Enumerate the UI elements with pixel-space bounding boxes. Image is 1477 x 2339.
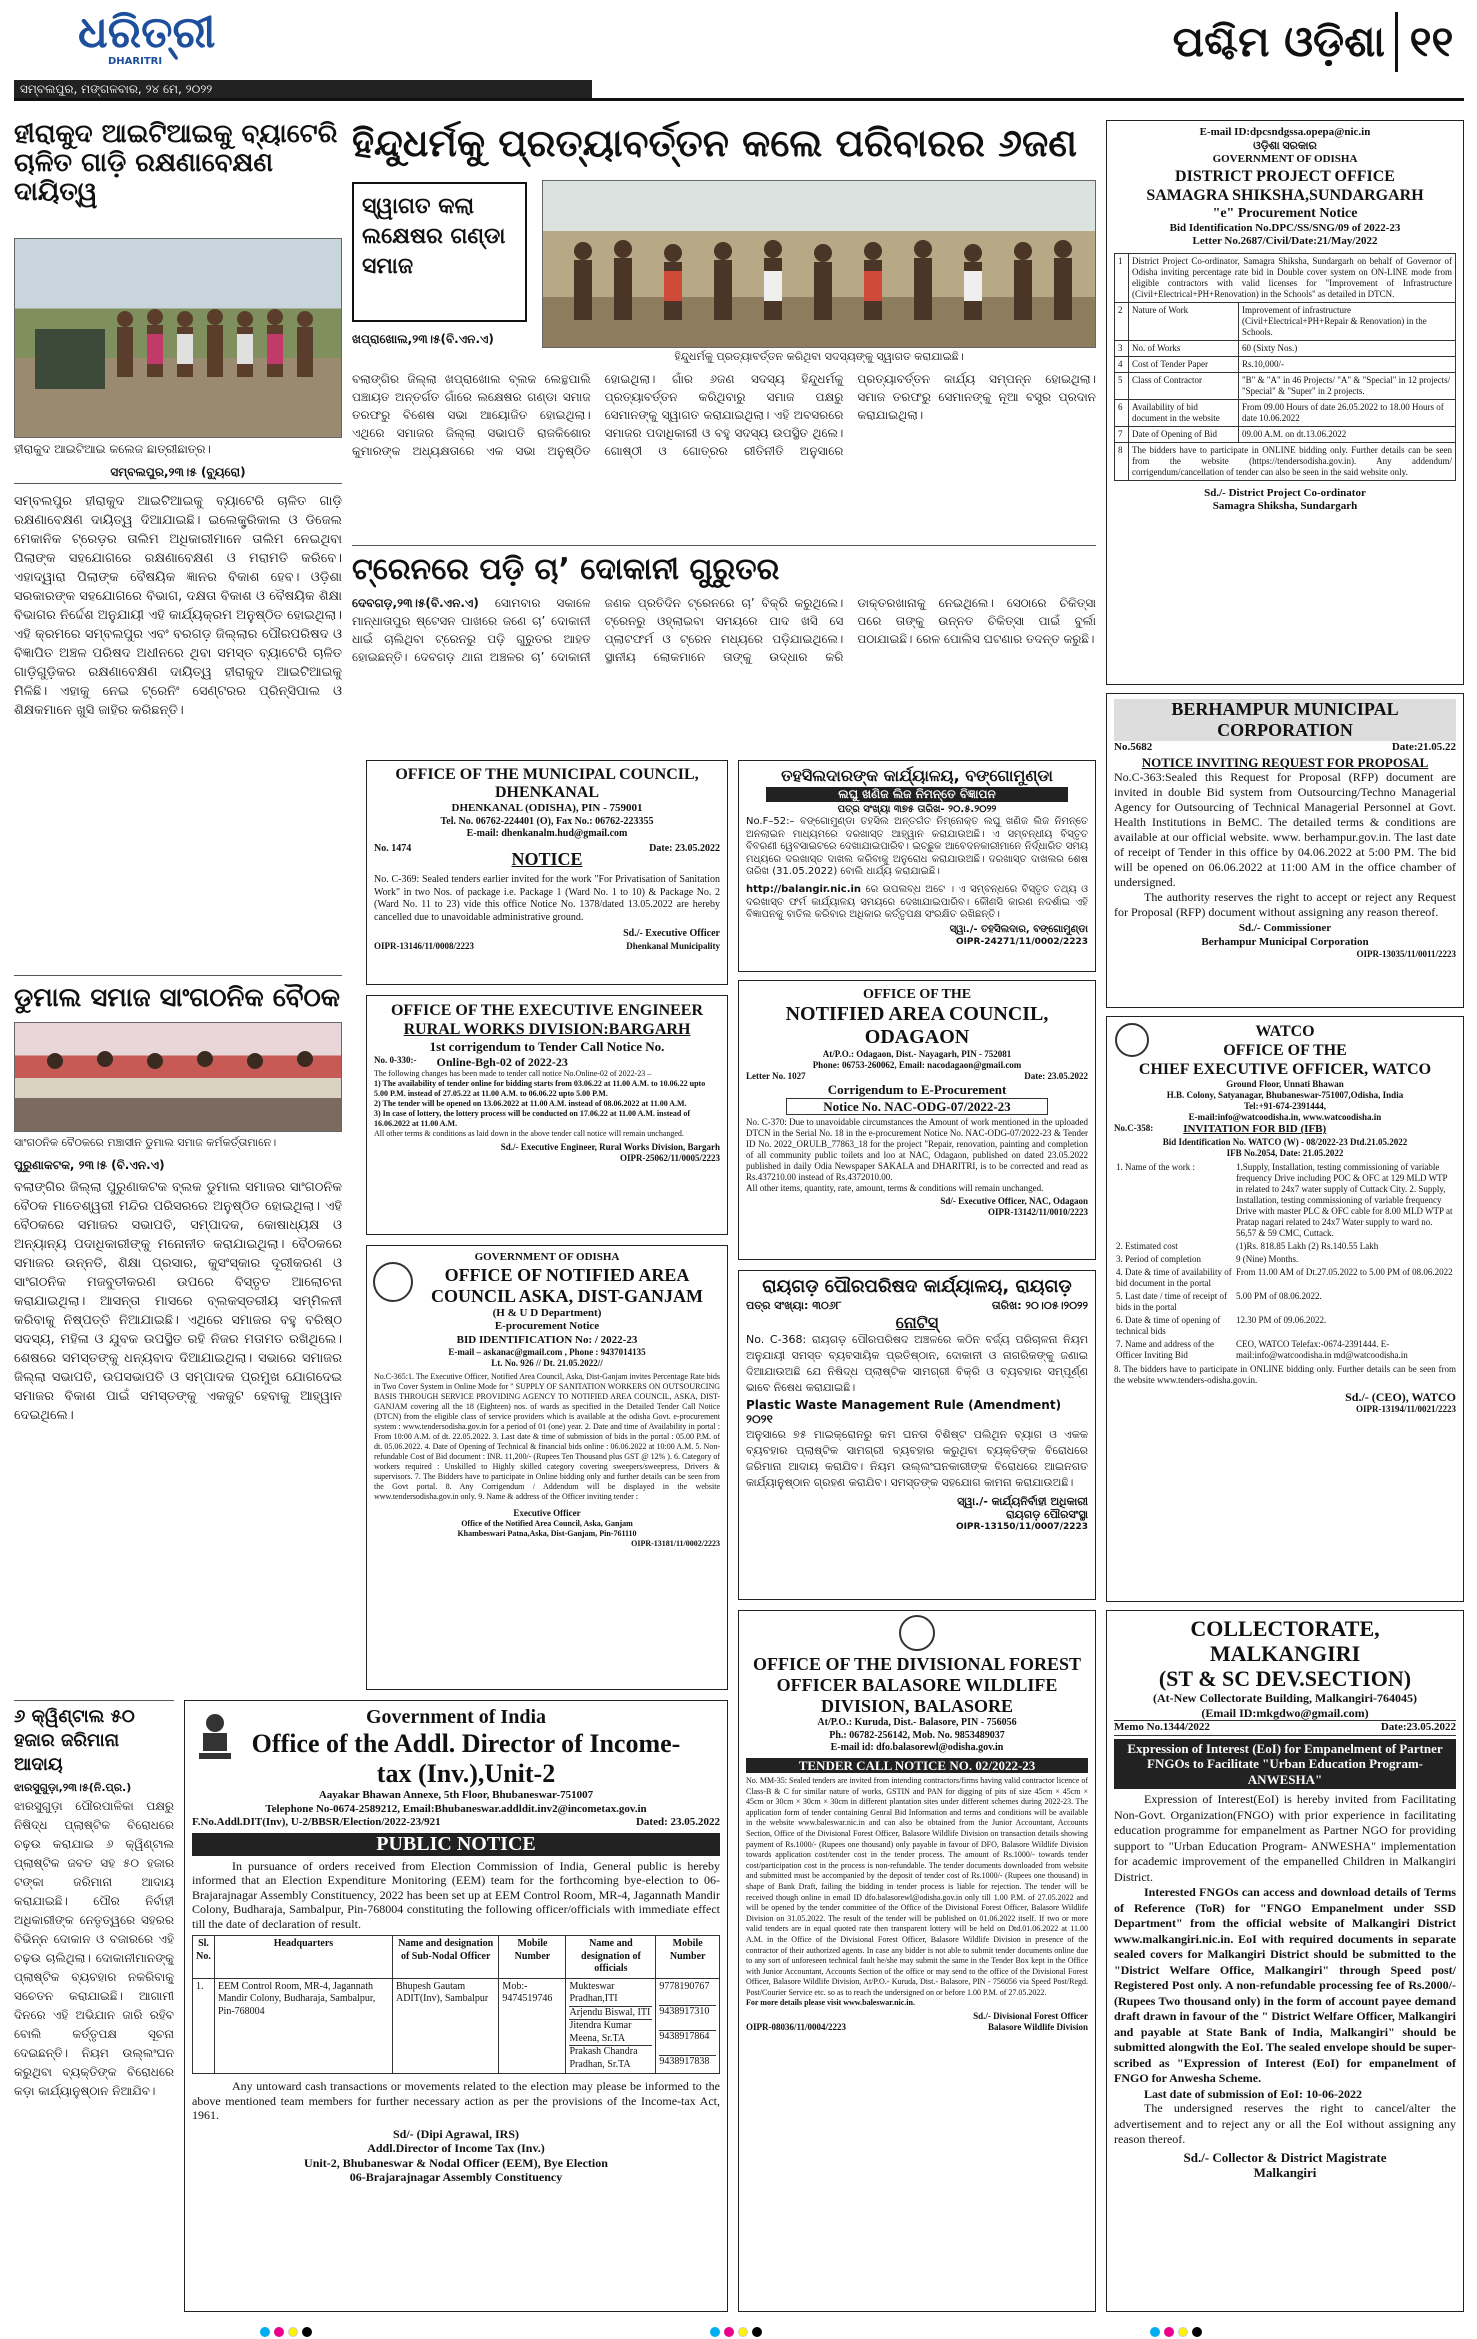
ad-addr2: H.B. Colony, Satyanagar, Bhubaneswar-751007,Odisha, India xyxy=(1166,1090,1404,1100)
headline: ହୀରାକୁଦ ଆଇଟିଆଇକୁ ବ୍ୟାଟେରି ଚାଳିତ ଗାଡ଼ି ରକ୍ଷଣାବେକ୍ଷଣ ଦାୟିତ୍ୱ xyxy=(14,120,338,207)
ad-no: No. 1474 xyxy=(374,842,412,854)
ad-sign2: Balasore Wildlife Division xyxy=(987,2022,1088,2033)
cell-val: From 09.00 Hours of date 26.05.2022 to 18.00 Hours of date 10.06.2022 xyxy=(1239,399,1456,426)
ad-email: E-mail ID:dpcsndgssa.opepa@nic.in xyxy=(1199,126,1371,138)
ad-head: Expression of Interest (EoI) for Empanelment of Partner FNGOs to Facilitate "Urban Education Program- ANWESHA" xyxy=(1114,1739,1456,1790)
ad-body: In pursuance of orders received from Election Commission of India, General public is hereby informed that an Election Expenditure Monitoring (EEM) team for the forthcoming bye-election to 06-Brajarajnagar Assembly Constituency, 2022 has been set up at EEM Control Room, MR-4, Jagannath Mandir Colony, Budharaja, Sambalpur, Pin-768004 constituting the following officer/officials with immediate effect till the date of declaration of result. xyxy=(192,1858,720,1931)
table-row xyxy=(1115,356,1456,372)
cell-key: 2. Estimated cost xyxy=(1116,1240,1178,1251)
cell-mobs xyxy=(656,1978,720,2074)
ad-notice: Notice No. NAC-ODG-07/2022-23 xyxy=(786,1098,1048,1116)
cell-officials xyxy=(566,1978,656,2074)
cell-key: 3. Period of completion xyxy=(1116,1253,1201,1264)
ad-sundargarh xyxy=(1106,120,1464,685)
cell-val: "B" & "A" in 46 Projects/ "A" & "Special" in 12 projects/ "Special" & "Super" in 2 projects. xyxy=(1239,372,1456,399)
col-sl: Sl. No. xyxy=(193,1936,215,1979)
dateline-bar xyxy=(14,80,592,98)
ad-footer-text: All other terms & conditions as laid down in the above tender call notice will remain unchanged. xyxy=(374,1129,684,1138)
table-row xyxy=(1114,1161,1456,1240)
cell-val: 1.Supply, Installation, testing commissioning of variable frequency Drive including POC & OFC at 129 MLD WTP in related to 24x7 water supply of Cuttack City. 2. Supply, Installation, testing commissioning of variable frequency Drive with master PLC & OFC cable for 8.00 MLD WTP at Pratap nagari related to 24x7 Water supply to ward no. 56,57 & 59 CMC, Cuttack. xyxy=(1236,1161,1453,1238)
ad-date: Date: 23.05.2022 xyxy=(1024,1071,1088,1081)
ad-date: Date:23.05.2022 xyxy=(1380,1721,1456,1733)
ad-no: No. 0-330:- xyxy=(374,1054,417,1065)
cell-key: 7. Name and address of the Officer Inviting Bid xyxy=(1116,1338,1214,1360)
official-2: Arjendu Biswal, ITI xyxy=(569,2007,652,2021)
table-header xyxy=(193,1936,720,1979)
cell-no: 2 xyxy=(1115,302,1129,340)
ad-item-3: 3) In case of lottery, the lottery process will be conducted on 17.06.22 at 11.00 A.M. instead of 16.06.2022 at 11.00 A.M. xyxy=(374,1109,691,1128)
ad-sign2: Addl.Director of Income Tax (Inv.) xyxy=(367,2141,545,2155)
ad-foot: Any untoward cash transactions or movements related to the election may please be informed to the above mentioned team members for further necessary action as per the provisions of the Income-tax Act, 1961. xyxy=(192,2079,720,2122)
ad-addr: Ground Floor, Unnati Bhawan xyxy=(1226,1079,1344,1089)
rule xyxy=(14,98,1464,101)
ad-sign2: Samagra Shiksha, Sundargarh xyxy=(1212,500,1358,512)
ad-t1: OFFICE OF THE xyxy=(862,987,972,1002)
table-row xyxy=(1115,340,1456,356)
ad-t2: OFFICE OF THE xyxy=(1223,1042,1347,1059)
reg-center xyxy=(710,2322,766,2339)
ad-addr: At/P.O.: Kuruda, Dist.- Balasore, PIN - 756056 xyxy=(817,1717,1017,1728)
people-illustration xyxy=(15,239,342,438)
col-mob2: Mobile Number xyxy=(656,1936,720,1979)
official-4: Prakash Chandra Pradhan, Sr.TA xyxy=(569,2046,638,2070)
swatch-magenta xyxy=(274,2327,284,2337)
ad-body: No.C-363:Sealed this Request for Proposal (RFP) document are invited in double Bid system from Outsourcing/Techno Managerial Agency for Outsourcing of Technical Managerial Personnel at Govt. Health Institutions in BeMC. The detailed terms & conditions are available at our official website. www. berhampur.gov.in. The last date of receipt of Tender in this office by 04.06.2022 at 5:00 PM. The bid will be opened on 06.06.2022 at 11:00 AM in the office chamber of undersigned. xyxy=(1114,770,1456,889)
swatch-magenta xyxy=(1164,2327,1174,2337)
ad-no: No.5682 xyxy=(1114,741,1153,753)
ad-head: Corrigendum to E-Procurement xyxy=(827,1082,1007,1097)
cell-no: 5 xyxy=(1115,372,1129,399)
ad-sign: Sd./- Executive Engineer, Rural Works Division, Bargarh xyxy=(500,1142,720,1152)
ad-addr: Aayakar Bhawan Annexe, 5th Floor, Bhubaneswar-751007 xyxy=(318,1789,594,1801)
ad-type: E-procurement Notice xyxy=(494,1320,600,1332)
ad-footer xyxy=(374,941,720,952)
ad-body: No. C-369: Sealed tenders earlier invited for the work "For Privatisation of Sanitation Work" in two Nos. of package i.e. Package 1 (Ward No. 1 to 10) & Package No. 2 (Ward No. 11 to 23) vide this office Notice No. 1378/dated 13.05.2022 are hereby cancelled due to unavoidable administrative ground. xyxy=(374,874,720,923)
ad-email: (Email ID:mkgdwo@gmail.com) xyxy=(1201,1705,1369,1720)
cell-key: 5. Last date / time of receipt of bids in the portal xyxy=(1116,1290,1227,1312)
table-row xyxy=(1114,1314,1456,1338)
ad-aska xyxy=(366,1245,728,1690)
cell-val: 09.00 A.M. on dt.13.06.2022 xyxy=(1239,426,1456,442)
story-dateline: ଖପ୍ରାଖୋଲ,୨୩।୫(ବି.ଏନ.ଏ) xyxy=(352,332,494,346)
watco-emblem-icon xyxy=(1115,1023,1149,1057)
ad-scheme: SAMAGRA SHIKSHA,SUNDARGARH xyxy=(1146,186,1424,204)
swatch-yellow xyxy=(288,2327,298,2337)
story-iti xyxy=(14,120,342,980)
cell-hq: EEM Control Room, MR-4, Jagannath Mandir Colony, Budharaja, Sambalpur, Pin-768004 xyxy=(215,1978,393,2074)
story-body: ବଲାଙ୍ଗିର ଜିଲ୍ଲା ପୁରୁଣାକଟକ ବ୍ଲକ ଡୁମାଲ ସମାଜର ସାଂଗଠନିକ ବୈଠକ ମାତେଶ୍ୱରୀ ମନ୍ଦିର ପରିସରରେ ଅନୁଷ୍ଠିତ ହୋଇଥିଲା। ଏହି ବୈଠକରେ ସମାଜର ସଭାପତି, ସମ୍ପାଦକ, କୋଷାଧ୍ୟକ୍ଷ ଓ ଅନ୍ୟାନ୍ୟ ପଦାଧିକାରୀଙ୍କୁ ମନୋନୀତ କରାଯାଇଥିଲା। ବୈଠକରେ ସମାଜର ଉନ୍ନତି, ଶିକ୍ଷା ପ୍ରସାର, କୁସଂସ୍କାର ଦୂରୀକରଣ ଓ ସାଂଗଠନିକ ମଜବୁତୀକରଣ ଉପରେ ବିସ୍ତୃତ ଆଲୋଚନା କରାଯାଇଥିଲା। ଆସନ୍ତା ମାସରେ ବ୍ଲକସ୍ତରୀୟ ସମ୍ମିଳନୀ କରିବାକୁ ନିଷ୍ପତ୍ତି ନିଆଯାଇଛି। ଏଥିରେ ସମାଜର ବହୁ ବରିଷ୍ଠ ସଦସ୍ୟ, ମହିଳା ଓ ଯୁବକ ଉପସ୍ଥିତ ରହି ନିଜର ମତାମତ ରଖିଥିଲେ। ଶେଷରେ ସମସ୍ତଙ୍କୁ ଧନ୍ୟବାଦ ଦିଆଯାଇଥିଲା। ସଭାରେ ସମାଜର ଜିଲ୍ଲା ସଭାପତି, ଉପସଭାପତି ଓ ସମ୍ପାଦକ ପ୍ରମୁଖ ଯୋଗଦେଇ ସମାଜର ବିକାଶ ପାଇଁ ସମସ୍ତଙ୍କୁ ଏକଜୁଟ ହେବାକୁ ଆହ୍ୱାନ ଦେଇଥିଲେ। xyxy=(14,1180,342,1423)
cell-no: 8 xyxy=(1115,442,1129,480)
ad-title: ରାୟଗଡ଼ ପୌରପରିଷଦ କାର୍ଯ୍ୟାଳୟ, ରାୟଗଡ଼ xyxy=(762,1276,1072,1297)
story-body: ବଲାଙ୍ଗିର ଜିଲ୍ଲା ଖପ୍ରାଖୋଲ ବ୍ଲକ ଲେନ୍ଥପାଲି ପଞ୍ଚାୟତ ଅନ୍ତର୍ଗତ ଗାଁରେ ଲକ୍ଷେଷର ଗଣ୍ଡା ସମାଜ ତରଫରୁ ବିଶେଷ ସଭା ଆୟୋଜିତ ହୋଇଥିଲା। ଏଥିରେ ସମାଜର ଜିଲ୍ଲା ସଭାପତି ରାଜକିଶୋର କୁମାରଙ୍କ ଅଧ୍ୟକ୍ଷତାରେ ଏକ ସଭା ଅନୁଷ୍ଠିତ ହୋଇଥିଲା। ଗାଁର ୬ଜଣ ସଦସ୍ୟ ହିନ୍ଦୁଧର୍ମକୁ ପ୍ରତ୍ୟାବର୍ତ୍ତନ କରିଥିବାରୁ ସମାଜ ପକ୍ଷରୁ ସେମାନଙ୍କୁ ସ୍ୱାଗତ କରାଯାଇଥିଲା। ଏହି ଅବସରରେ ସମାଜର ପଦାଧିକାରୀ ଓ ବହୁ ସଦସ୍ୟ ଉପସ୍ଥିତ ଥିଲେ। ଗୋଷ୍ଠୀ ଓ ଗୋତ୍ରର ରୀତିନୀତି ଅନୁସାରେ ପ୍ରତ୍ୟାବର୍ତ୍ତନ କାର୍ଯ୍ୟ ସମ୍ପନ୍ନ ହୋଇଥିଲା। ସମାଜ ତରଫରୁ ସେମାନଙ୍କୁ ନୂଆ ବସ୍ତ୍ର ପ୍ରଦାନ କରାଯାଇଥିଲା। xyxy=(352,372,1096,458)
ad-sign: ସ୍ୱା./- ତହସିଲଦାର, ବଙ୍ଗୋମୁଣ୍ଡା xyxy=(949,924,1088,935)
table-row xyxy=(1115,399,1456,426)
ad-ref: OIPR-08036/11/0004/2223 xyxy=(746,2022,847,2033)
cell-text: The bidders have to participate in ONLINE bidding only. Further details can be seen from the website (https://tendersodisha.gov.in). Any addendum/ corrigendum/cancellation of tender can also be seen in the said website only. xyxy=(1129,442,1456,480)
ad-ref: OIPR-25062/11/0005/2223 xyxy=(619,1153,720,1163)
ad-notice: ନୋଟିସ୍ xyxy=(895,1312,939,1332)
ad-head-row xyxy=(1114,1123,1456,1137)
ad-odagaon xyxy=(738,980,1096,1260)
ad-sign4: 06-Brajarajnagar Assembly Constituency xyxy=(349,2170,563,2184)
photo-caption: ସାଂଗଠନିକ ବୈଠକରେ ମଞ୍ଚାସୀନ ଡୁମାଲ ସମାଜ କର୍ମକର୍ତ୍ତାମାନେ। xyxy=(14,1136,277,1149)
story-dateline: ଝାରସୁଗୁଡ଼ା,୨୩।୫(ନି.ପ୍ର.) xyxy=(14,1781,132,1794)
col-hq: Headquarters xyxy=(215,1936,393,1979)
mobile-3: 9438917864 xyxy=(659,2031,716,2056)
ad-ref: OIPR-24271/11/0002/2223 xyxy=(955,936,1088,947)
ad-sign: Sd/- (Dipi Agrawal, IRS) xyxy=(392,2126,520,2141)
ad-sub: 1st corrigendum to Tender Call Notice No. xyxy=(429,1039,665,1054)
ad-title: ତହସିଲଦାରଙ୍କ କାର୍ଯ୍ୟାଳୟ, ବଙ୍ଗୋମୁଣ୍ଡା xyxy=(781,766,1053,785)
kicker: ସ୍ୱାଗତ କଲା ଲକ୍ଷେଷର ଗଣ୍ଡା ସମାଜ xyxy=(362,194,506,279)
ad-incometax xyxy=(184,1700,728,2312)
ad-sign3: Khambeswari Patna,Aska, Dist-Ganjam, Pin-761110 xyxy=(457,1529,637,1538)
ad-bargarh xyxy=(366,995,728,1235)
watco-table xyxy=(1114,1161,1456,1362)
ashoka-emblem-icon xyxy=(195,1711,235,1766)
ad-date: Date: 23.05.2022 xyxy=(649,842,720,854)
kicker-box xyxy=(352,182,527,322)
ad-ref: OIPR-13035/11/0011/2223 xyxy=(1356,949,1456,959)
table-row xyxy=(1114,1266,1456,1290)
ad-item-1: 1) The availability of tender online for bidding starts from 03.06.22 at 11.00 A.M. to 10.06.22 upto 5.00 P.M. instead of 27.05.22 at 11.00 A.M. to 06.06.22 upto 5.00 P.M. xyxy=(374,1079,706,1098)
ad-sign2: Berhampur Municipal Corporation xyxy=(1201,935,1369,948)
story-body: ସମ୍ବଲପୁର ହୀରାକୁଦ ଆଇଟିଆଇକୁ ବ୍ୟାଟେରି ଚାଳିତ ଗାଡ଼ି ରକ୍ଷଣାବେକ୍ଷଣ ଦାୟିତ୍ୱ ଦିଆଯାଇଛି। ଇଲେକ୍ଟ୍ରିକାଲ ଓ ଡିଜେଲ ମେକାନିକ ଟ୍ରେଡ଼ର ତାଲିମ ଅଧିକାରୀମାନେ ତାଲିମ ନେଇଥିବା ପିଲାଙ୍କ ସହଯୋଗରେ ରକ୍ଷଣାବେକ୍ଷଣ ଓ ମରାମତି କରିବେ। ଏହାଦ୍ୱାରା ପିଲାଙ୍କ ବୈଷୟିକ ଜ୍ଞାନର ବିକାଶ ହେବ। ଓଡ଼ିଶା ସରକାରଙ୍କ ସହଯୋଗରେ ବିଭାଗ, ଦକ୍ଷତା ବିକାଶ ଓ ବୈଷୟିକ ଶିକ୍ଷା ବିଭାଗର ନିର୍ଦ୍ଦେଶ ଅନୁଯାୟୀ ଏହି କାର୍ଯ୍ୟକ୍ରମ ଅନୁଷ୍ଠିତ ହୋଇଥିଲା। ଏହି କ୍ରମରେ ସମ୍ବଲପୁର ଏବଂ ବରଗଡ଼ ଜିଲ୍ଲାର ପୌରପରିଷଦ ଓ ବିଜ୍ଞାପିତ ଅଞ୍ଚଳ ପରିଷଦ ଅଧୀନରେ ଥିବା ସମସ୍ତ ବ୍ୟାଟେରି ଚାଳିତ ଗାଡ଼ିଗୁଡ଼ିକର ରକ୍ଷଣାବେକ୍ଷଣ ଦାୟିତ୍ୱ ହୀରାକୁଦ ଆଇଟିଆଇକୁ ମିଳିଛି। ଏହାକୁ ନେଇ ଟ୍ରେନିଂ ସେଣ୍ଟରର ପ୍ରିନ୍ସିପାଲ ଓ ଶିକ୍ଷକମାନେ ଖୁସି ଜାହିର କରିଛନ୍ତି। xyxy=(14,494,342,718)
ad-email: E-mail:info@watcoodisha.in, www.watcoodisha.in xyxy=(1188,1112,1382,1122)
ad-bid: Bid Identification No. WATCO (W) - 08/2022-23 Dtd.21.05.2022 xyxy=(1162,1136,1408,1147)
swatch-black xyxy=(302,2327,312,2337)
ad-foot: 8. The bidders have to participate in ONLINE bidding only. Further details can be seen from the website www.tenders-odisha.gov.in. xyxy=(1114,1363,1456,1385)
table-row xyxy=(1115,253,1456,302)
col-mob: Mobile Number xyxy=(499,1936,566,1979)
ad-t1: WATCO xyxy=(1255,1023,1315,1040)
story-conversion xyxy=(352,120,1096,540)
ad-head: PUBLIC NOTICE xyxy=(192,1833,720,1856)
table-row xyxy=(1115,442,1456,480)
ad-patra-row xyxy=(746,1299,1088,1313)
ad-sign2: ରାୟଗଡ଼ ପୌରସଂସ୍ଥା xyxy=(1005,1508,1088,1521)
swatch-cyan xyxy=(710,2327,720,2337)
cell-val: 5.00 PM of 08.06.2022. xyxy=(1236,1290,1322,1301)
ad-head: TENDER CALL NOTICE NO. 02/2022-23 xyxy=(746,1758,1088,1774)
cell-val: 60 (Sixty Nos.) xyxy=(1239,340,1456,356)
ad-sub: ଲଘୁ ଖଣିଜ ଲିଜ ନିମନ୍ତେ ବିଜ୍ଞାପନ xyxy=(766,787,1068,802)
story-dateline: ଦେବଗଡ଼,୨୩।୫(ବି.ଏନ.ଏ) xyxy=(352,596,479,610)
ad-body3: The undersigned reserves the right to cancel/alter the advertisement and to reject any or all the EoI without assigning any reason thereof. xyxy=(1114,2101,1456,2146)
ad-sign: Sd./- Collector & District Magistrate xyxy=(1183,2149,1387,2165)
ad-date: ତାରିଖ: ୨୦।୦୫।୨୦୨୨ xyxy=(991,1299,1088,1312)
photo-conversion xyxy=(542,180,1096,348)
ad-head: NOTICE INVITING REQUEST FOR PROPOSAL xyxy=(1141,754,1429,770)
cell-text: Class of Contractor xyxy=(1129,372,1239,399)
headline: ୬ କ୍ୱିଣ୍ଟାଲ ୫୦ ହଜାର ଜରିମାନା ଆଦାୟ xyxy=(14,1706,135,1775)
ad-body: No. C-368: ରାୟଗଡ଼ ପୌରପରିଷଦ ଅଞ୍ଚଳରେ କଠିନ ବର୍ଜ୍ୟ ପରିଚାଳନା ନିୟମ ଅନୁଯାୟୀ ସମସ୍ତ ବ୍ୟବସାୟିକ ପ୍ରତିଷ୍ଠାନ, ଦୋକାନୀ ଓ ନାଗରିକଙ୍କୁ ଜଣାଇ ଦିଆଯାଉଅଛି ଯେ ନିଷିଦ୍ଧ ପ୍ଲାଷ୍ଟିକ ସାମଗ୍ରୀ ବିକ୍ରି ଓ ବ୍ୟବହାର ସମ୍ପୂର୍ଣ୍ଣ ଭାବେ ନିଷେଧ କରାଯାଇଛି। xyxy=(746,1332,1088,1394)
cell-no: 3 xyxy=(1115,340,1129,356)
official-3: Jitendra Kumar Meena, Sr.TA xyxy=(569,2020,652,2046)
ad-sign: ସ୍ୱା./- କାର୍ଯ୍ୟନିର୍ବାହୀ ଅଧିକାରୀ xyxy=(957,1494,1088,1508)
cell-text: Availability of bid document in the website xyxy=(1129,399,1239,426)
ad-forest xyxy=(738,1610,1096,2312)
ad-berhampur xyxy=(1106,693,1464,1008)
ad-title: BERHAMPUR MUNICIPAL CORPORATION xyxy=(1114,699,1456,741)
ad-ref: OIPR-13181/11/0002/2223 xyxy=(631,1539,720,1548)
swatch-cyan xyxy=(1150,2327,1160,2337)
headline: ଡୁମାଲ ସମାଜ ସାଂଗଠନିକ ବୈଠକ xyxy=(14,983,341,1013)
ad-no-row xyxy=(1114,741,1456,755)
cell-sl: 1. xyxy=(193,1978,215,2074)
swatch-cyan xyxy=(260,2327,270,2337)
swatch-yellow xyxy=(738,2327,748,2337)
table-row xyxy=(1114,1240,1456,1253)
ad-malkangiri xyxy=(1106,1610,1464,2312)
swatch-black xyxy=(1192,2327,1202,2337)
ad-date: Date:21.05.22 xyxy=(1391,741,1456,753)
ad-body2 xyxy=(746,884,1088,924)
photo-caption: ହୀରାକୁଦ ଆଇଟିଆଇ କଲେଜ ଛାତ୍ରୀଛାତ୍ର। xyxy=(14,442,211,456)
ad-office: DISTRICT PROJECT OFFICE xyxy=(1175,167,1395,185)
ad-tahasildar xyxy=(738,760,1096,972)
ad-email: E-mail id: dfo.balasorewl@odisha.gov.in xyxy=(830,1742,1004,1753)
story-text: ସୋମବାର ସକାଳେ ମାନ୍ଧାତାପୁର ଷ୍ଟେସନ ପାଖରେ ଜଣେ ଚା’ ଦୋକାନୀ ଧାଇଁ ଚାଲିଥିବା ଟ୍ରେନରୁ ପଡ଼ି ଗୁରୁତର ଆହତ ହୋଇଛନ୍ତି। ଦେବଗଡ଼ ଥାନା ଅଞ୍ଚଳର ଚା’ ଦୋକାନୀ ଜଣକ ପ୍ରତିଦିନ ଟ୍ରେନରେ ଚା’ ବିକ୍ରି କରୁଥିଲେ। ଟ୍ରେନରୁ ଓହ୍ଲାଇବା ସମୟରେ ପାଦ ଖସି ସେ ପ୍ଲାଟଫର୍ମ ଓ ଟ୍ରେନ ମଧ୍ୟରେ ପଡ଼ିଯାଇଥିଲେ। ସ୍ଥାନୀୟ ଲୋକମାନେ ତାଙ୍କୁ ଉଦ୍ଧାର କରି ଡାକ୍ତରଖାନାକୁ ନେଇଥିଲେ। ସେଠାରେ ଚିକିତ୍ସା ପରେ ତାଙ୍କୁ ଉନ୍ନତ ଚିକିତ୍ସା ପାଇଁ ବୁର୍ଲା ପଠାଯାଇଛି। ରେଳ ପୋଲିସ ଘଟଣାର ତଦନ୍ତ କରୁଛି। xyxy=(352,596,1096,664)
cell-val: Rs.10,000/- xyxy=(1239,356,1456,372)
table-row xyxy=(1114,1253,1456,1266)
ad-dept: (H & U D Department) xyxy=(492,1306,602,1319)
headline: ଟ୍ରେନରେ ପଡ଼ି ଚା’ ଦୋକାନୀ ଗୁରୁତର xyxy=(352,552,780,587)
ad-letter-row xyxy=(746,1071,1088,1082)
cell-val: 12.30 PM of 09.06.2022. xyxy=(1236,1314,1327,1325)
sundargarh-table xyxy=(1114,253,1456,481)
logo-sub: DHARITRI xyxy=(108,56,163,67)
story-dateline: ପୁରୁଣାକଟକ, ୨୩।୫ (ବି.ଏନ.ଏ) xyxy=(14,1158,165,1172)
ad-sign: Sd/- Executive Officer, NAC, Odagaon xyxy=(940,1196,1088,1206)
dateline: ସମ୍ବଲପୁର, ମଙ୍ଗଳବାର, ୨୪ ମେ, ୨୦୨୨ xyxy=(20,82,213,96)
ad-sign3: Unit-2, Bhubaneswar & Nodal Officer (EEM), Bye Election xyxy=(304,2155,608,2170)
ad-letter: Letter No. 1027 xyxy=(746,1071,806,1081)
story-dateline: ସମ୍ବଲପୁର,୨୩।୫ (ବ୍ୟୁରୋ) xyxy=(14,465,342,484)
cell-val: CEO, WATCO Telefax:-0674-2391444. E-mail:info@watcoodisha.in md@watcoodisha.in xyxy=(1236,1338,1408,1360)
cell-val: (1)Rs. 818.85 Lakh (2) Rs.140.55 Lakh xyxy=(1236,1240,1379,1251)
story-train xyxy=(352,545,1096,755)
ad-title: CHIEF EXECUTIVE OFFICER, WATCO xyxy=(1138,1061,1432,1078)
ad-ph: Ph.: 06782-256142, Mob. No. 9853489037 xyxy=(829,1729,1005,1741)
ad-sign: Sd./- Divisional Forest Officer xyxy=(973,2011,1088,2022)
ad-addr: (At-New Collectorate Building, Malkangiri-764045) xyxy=(1153,1691,1417,1705)
cell-text: Cost of Tender Paper xyxy=(1129,356,1239,372)
masthead xyxy=(0,0,1477,100)
logo xyxy=(78,7,238,70)
ad-web: For more details please visit www.baleswar.nic.in. xyxy=(746,1998,915,2008)
story-body xyxy=(352,594,1096,749)
ad-tel: Tel. No. 06762-224401 (O), Fax No.: 06762-223355 xyxy=(440,815,654,827)
cell-key: 6. Date & time of opening of technical bids xyxy=(1116,1314,1221,1336)
headline: ହିନ୍ଦୁଧର୍ମକୁ ପ୍ରତ୍ୟାବର୍ତ୍ତନ କଲେ ପରିବାରର ୬ଜଣ xyxy=(352,121,1078,165)
ad-foot: All other items, quantity, rate, amount, terms & conditions will remain unchanged. xyxy=(746,1183,1044,1193)
ad-tel: Tel:+91-674-2391444, xyxy=(1243,1101,1327,1111)
ad-bid: BID IDENTIFICATION No: / 2022-23 xyxy=(456,1333,638,1346)
ad-fno-row xyxy=(192,1816,720,1830)
swatch-magenta xyxy=(724,2327,734,2337)
ad-memo: Memo No.1344/2022 xyxy=(1114,1721,1210,1733)
photo-caption: ହିନ୍ଦୁଧର୍ମକୁ ପ୍ରତ୍ୟାବର୍ତ୍ତନ କରିଥିବା ସଦସ୍ୟଙ୍କୁ ସ୍ୱାଗତ କରାଯାଇଛି। xyxy=(674,350,964,363)
ad-letter: Letter No.2687/Civil/Date:21/May/2022 xyxy=(1192,235,1378,247)
ad-footer xyxy=(746,2022,1088,2033)
cell-nodal: Bhupesh Gautam ADIT(Inv), Sambalpur xyxy=(392,1978,498,2074)
story-fine xyxy=(14,1700,174,2310)
mobile-4: 9438917838 xyxy=(659,2055,710,2067)
story-body: ଝାରସୁଗୁଡ଼ା ପୌରପାଳିକା ପକ୍ଷରୁ ନିଷିଦ୍ଧ ପ୍ଲାଷ୍ଟିକ ବିରୋଧରେ ଚଢ଼ଉ କରାଯାଇ ୬ କ୍ୱିଣ୍ଟାଲ ପ୍ଲାଷ୍ଟିକ ଜବତ ସହ ୫୦ ହଜାର ଟଙ୍କା ଜରିମାନା ଆଦାୟ କରାଯାଇଛି। ପୌର ନିର୍ବାହୀ ଅଧିକାରୀଙ୍କ ନେତୃତ୍ୱରେ ସହରର ବିଭିନ୍ନ ଦୋକାନ ଓ ବଜାରରେ ଏହି ଚଢ଼ଉ ଚାଲିଥିଲା। ଦୋକାନୀମାନଙ୍କୁ ପ୍ଲାଷ୍ଟିକ ବ୍ୟବହାର ନକରିବାକୁ ସଚେତନ କରାଯାଇଛି। ଆଗାମୀ ଦିନରେ ଏହି ଅଭିଯାନ ଜାରି ରହିବ ବୋଲି କର୍ତ୍ତୃପକ୍ଷ ସୂଚନା ଦେଇଛନ୍ତି। ନିୟମ ଉଲ୍ଲଂଘନ କରୁଥିବା ବ୍ୟକ୍ତିଙ୍କ ବିରୋଧରେ କଡ଼ା କାର୍ଯ୍ୟାନୁଷ୍ଠାନ ନିଆଯିବ। xyxy=(14,1798,174,2098)
ad-body: No.F–52:– ବଙ୍ଗୋମୁଣ୍ଡା ତହସିଲ ଅନ୍ତର୍ଗତ ନିମ୍ନୋକ୍ତ ଲଘୁ ଖଣିଜ ଲିଜ ନିମନ୍ତେ ଅନଲାଇନ ମାଧ୍ୟମରେ ଦରଖାସ୍ତ ଆହ୍ୱାନ କରାଯାଉଅଛି। ଏ ସମ୍ବନ୍ଧୀୟ ବିସ୍ତୃତ ବିବରଣୀ ୱେବସାଇଟରେ ଦେଖାଯାଇପାରିବ। ଇଚ୍ଛୁକ ଆବେଦନକାରୀମାନେ ନିର୍ଦ୍ଧାରିତ ସମୟ ମଧ୍ୟରେ ଦରଖାସ୍ତ ଦାଖଲ କରିବାକୁ ଅନୁରୋଧ କରାଯାଉଅଛି। ଦରଖାସ୍ତ ଦାଖଲର ଶେଷ ତାରିଖ (31.05.2022) ବୋଲି ଧାର୍ଯ୍ୟ କରାଯାଇଛି। xyxy=(746,816,1088,877)
ad-bid-row xyxy=(374,1055,720,1070)
ad-date: Dated: 23.05.2022 xyxy=(635,1816,720,1828)
cell-text: Nature of Work xyxy=(1129,302,1239,340)
ad-contact: Phone: 06753-260062, Email: nacodagaon@gmail.com xyxy=(812,1060,1022,1070)
table-row xyxy=(1114,1338,1456,1362)
story-dumal xyxy=(14,975,342,1675)
section-title: ପଶ୍ଚିମ ଓଡ଼ିଶା xyxy=(1172,17,1385,66)
cell-no: 6 xyxy=(1115,399,1129,426)
ad-bid: Online-Bgh-02 of 2022-23 xyxy=(436,1054,568,1069)
cell-key: 4. Date & time of availability of bid document in the portal xyxy=(1116,1266,1232,1288)
cell-val: From 11.00 AM of Dt.27.05.2022 to 5.00 PM of 08.06.2022 xyxy=(1236,1266,1453,1277)
ad-letter: Lt. No. 926 // Dt. 21.05.2022// xyxy=(491,1358,603,1368)
cell-val: 9 (Nine) Months. xyxy=(1236,1253,1299,1264)
ad-sign2: Dhenkanal Municipality xyxy=(626,940,720,951)
ad-gov: Government of India xyxy=(366,1706,546,1728)
meeting-illustration xyxy=(15,1023,342,1132)
ad-dhenkanal xyxy=(366,760,728,985)
ad-last: Last date of submission of EoI: 10-06-2022 xyxy=(1144,2086,1363,2101)
ad-subtitle: RURAL WORKS DIVISION:BARGARH xyxy=(403,1021,691,1038)
cell-mob: Mob:- 9474519746 xyxy=(499,1978,566,2074)
col-nodal: Name and designation of Sub-Nodal Officer xyxy=(392,1936,498,1979)
ad-body2-text: ରେ ଉପଲବ୍ଧ ଅଟେ । ଏ ସମ୍ବନ୍ଧରେ ବିସ୍ତୃତ ତଥ୍ୟ ଓ ଦରଖାସ୍ତ ଫର୍ମ କାର୍ଯ୍ୟାଳୟ ସମୟରେ ଦେଖାଯାଇପାରିବ। କୌଣସି କାରଣ ନଦର୍ଶାଇ ଏହି ବିଜ୍ଞାପନକୁ ବାତିଲ କରିବାର ଅଧିକାର କର୍ତ୍ତୃପକ୍ଷ ସଂରକ୍ଷିତ ରଖିଛନ୍ତି। xyxy=(746,884,1088,920)
ad-contact: E-mail – askanac@gmail.com , Phone : 9437014135 xyxy=(448,1347,646,1357)
cell-no: 1 xyxy=(1115,253,1129,302)
ad-rayagada xyxy=(738,1270,1096,1600)
ad-web[interactable]: http://balangir.nic.in xyxy=(746,884,862,895)
ad-ref: OIPR-13150/11/0007/2223 xyxy=(955,1521,1088,1532)
crowd-illustration xyxy=(543,181,1096,348)
reg-left xyxy=(260,2322,316,2339)
cell-text: District Project Co-ordinator, Samagra Shiksha, Sundargarh on behalf of Governor of Odisha inviting percentage rate bid in Double cover system on ON-LINE mode from eligible contractors with valid licenses for "Improvement of Infrastructure (Civil+Electrical+PH+Renovation) in the Schools" as detailed in DTCN. xyxy=(1129,253,1456,302)
ad-title: NOTIFIED AREA COUNCIL, ODAGAON xyxy=(785,1003,1049,1048)
ad-ref: OIPR-13194/11/0021/2223 xyxy=(1355,1404,1456,1414)
swatch-yellow xyxy=(1178,2327,1188,2337)
page-number: ୧୧ xyxy=(1395,12,1465,72)
table-row xyxy=(1115,426,1456,442)
cell-text: No. of Works xyxy=(1129,340,1239,356)
ad-tel: Telephone No-0674-2589212, Email:Bhubaneswar.addldit.inv2@incometax.gov.in xyxy=(265,1802,647,1815)
table-row xyxy=(1115,302,1456,340)
cell-no: 7 xyxy=(1115,426,1129,442)
ad-gov: GOVERNMENT OF ODISHA xyxy=(1212,153,1358,165)
ad-no: No.C-358: xyxy=(1114,1123,1154,1133)
ad-patra: ପତ୍ର ସଂଖ୍ୟା ୩୭୫ ତାରିଖ- ୨୦.୫.୨୦୨୨ xyxy=(837,803,997,815)
ad-notice: "e" Procurement Notice xyxy=(1212,205,1358,221)
ad-body2: ଅନୁସାରେ ୭୫ ମାଇକ୍ରୋନରୁ କମ ଘନତା ବିଶିଷ୍ଟ ପଲିଥିନ ବ୍ୟାଗ ଓ ଏକକ ବ୍ୟବହାର ପ୍ଲାଷ୍ଟିକ ସାମଗ୍ରୀ ବ୍ୟବହାର କରୁଥିବା ବ୍ୟକ୍ତିଙ୍କ ବିରୋଧରେ ଜରିମାନା ଆଦାୟ କରାଯିବ। ନିୟମ ଉଲ୍ଲଂଘନକାରୀଙ୍କ ବିରୋଧରେ ଆଇନଗତ କାର୍ଯ୍ୟାନୁଷ୍ଠାନ ଗ୍ରହଣ କରାଯିବ। ସମସ୍ତଙ୍କ ସହଯୋଗ କାମନା କରାଯାଉଅଛି। xyxy=(746,1427,1088,1489)
ad-title2: (ST & SC DEV.SECTION) xyxy=(1158,1666,1412,1691)
ad-addr: At/P.O.: Odagaon, Dist.- Nayagarh, PIN - 752081 xyxy=(822,1049,1012,1059)
ad-sign: Sd./- Executive Officer xyxy=(623,928,720,939)
ad-memo-row xyxy=(1114,1720,1456,1736)
ad-sign2: Malkangiri xyxy=(1253,2165,1317,2180)
logo-text: ଧରିତ୍ରୀ xyxy=(78,7,216,58)
ad-ref: OIPR-13146/11/0008/2223 xyxy=(374,940,475,951)
ad-address: DHENKANAL (ODISHA), PIN - 759001 xyxy=(451,802,643,814)
registration-marks xyxy=(0,2318,1477,2339)
ad-title: OFFICE OF THE MUNICIPAL COUNCIL, DHENKANAL xyxy=(395,766,699,801)
ad-title: OFFICE OF NOTIFIED AREA COUNCIL ASKA, DIST-GANJAM xyxy=(431,1264,703,1306)
reg-right xyxy=(1150,2322,1206,2339)
ad-body2: The authority reserves the right to accept or reject any Request for Proposal (RFP) document without assigning any reason thereof. xyxy=(1114,890,1456,919)
ad-email: E-mail: dhenkanalm.hud@gmail.com xyxy=(466,828,628,839)
forest-emblem-icon xyxy=(899,1615,935,1651)
ad-rule: Plastic Waste Management Rule (Amendment) ୨୦୨୧ xyxy=(746,1397,1062,1426)
emblem-svg xyxy=(195,1711,235,1766)
emblem-icon xyxy=(373,1262,413,1302)
ad-ref: OIPR-13142/11/0010/2223 xyxy=(987,1207,1088,1217)
ad-sign: Executive Officer xyxy=(513,1508,581,1518)
table-row xyxy=(1115,372,1456,399)
ad-title: COLLECTORATE, MALKANGIRI xyxy=(1190,1616,1380,1666)
mobile-2: 9438917310 xyxy=(659,2006,716,2031)
col-officials: Name and designation of officials xyxy=(566,1936,656,1979)
ad-watco xyxy=(1106,1016,1464,1602)
officials-table xyxy=(192,1935,720,2074)
cell-val: Improvement of infrastructure (Civil+Electrical+PH+Repair & Renovation) in the Schools. xyxy=(1239,302,1456,340)
ad-sign2: Office of the Notified Area Council, Aska, Ganjam xyxy=(461,1519,633,1528)
ad-head: INVITATION FOR BID (IFB) xyxy=(1183,1123,1327,1135)
ad-bid: Bid Identification No.DPC/SS/SNG/09 of 2022-23 xyxy=(1169,221,1401,234)
photo-dumal xyxy=(14,1022,342,1132)
ad-body2: Interested FNGOs can access and download details of Terms of Reference (ToR) for "FNGO Empanelment under SSD Department" from the official website of Malkangiri District www.malkangiri.nic.in. EoI with required documents in separate sealed covers for Malkangiri District should be submitted to the "District Welfare Office, Malkangiri" through Speed post/ Registered Post only. A non-refundable processing fee of Rs.2000/- (Rupees Two thousand only) in the form of account payee demand draft drawn in favour of the " District Welfare Officer, Malkangiri and payable at State Bank of India, Malkangiri" should be submitted alongwith the EoI. The sealed envelope should be super-scribed as "Expression of Interest (EoI) for empanelment of FNGO for Anwesha Scheme. xyxy=(1114,1885,1456,2085)
ad-body: No. C-370: Due to unavoidable circumstances the Amount of work mentioned in the uploaded DTCN in the Serial No. 18 in the e-procurement Notice No. NAC-ODG-07/2022-23 & Tender ID No. 2022_ORULB_77863_18 for the project "Repair, renovation, painting and completion of all community public toilets and loo at NAC, Odagaon, published on dated 23.05.2022 published in daily Odia Newspaper SAKALA and DHARITRI, is to be corrected and read as Rs.437210.00 instead of Rs.4372010.00. xyxy=(746,1117,1088,1182)
ad-ifb: IFB No.2054, Date: 21.05.2022 xyxy=(1226,1147,1344,1158)
photo-iti xyxy=(14,238,342,438)
table-row xyxy=(193,1978,720,2074)
swatch-black xyxy=(752,2327,762,2337)
official-1: Mukteswar Pradhan,ITI xyxy=(569,1981,652,2007)
ad-sign: Sd./- District Project Co-ordinator xyxy=(1204,486,1366,499)
cell-text: Date of Opening of Bid xyxy=(1129,426,1239,442)
ad-patra: ପତ୍ର ସଂଖ୍ୟା: ୩୦୬୮ xyxy=(746,1299,842,1312)
ad-body: No. MM-35: Sealed tenders are invited from intending contractors/firms having valid contractor licence of Class-B & C for similar nature of works, GSTIN and PAN for digging of pits of size 45cm × 45cm × 45cm or 30cm × 30cm × 30cm in different plantation sites under different schemes during 2022-23. The application form of tender containing Genral Bid Information and terms and conditions will be available in the website www.baleswar.nic.in and can also be obtained from the Junior Accountant, Accounts Section, Office of the Divisional Forest Officer, Balasore Wildlife Division on transaction details showing payment of Rs.1000/- (Rupees one thousand) only payable in favour of DFO, Balasore Wildlife Division towards application cost/tender cost in the tender process. The amount of Rs.1000/- towards tender cost/participation cost in the process is non-refundable. The tender documents downloaded from website and submitted must be accompanied by the deposit of tender cost of Rs.1000/- (Rupees one thousand) in shape of Bank Draft, failing the bidding in tender process is liable for rejection. The tender will be received though online in email ID dfo.balasorewl@odisha.gov.in only till 1.00 P.M. of 27.05.2022 and will be opened by the tender committee of the Office of the Divisional Forest Officer, Balasore Wildlife Division on 31.05.2022. The result of the tender will be published on 01.06.2022 itself. If two or more valid tenders are in equal quoted rate then transparent lottery will be held on Dtd.01.06.2022 at 11.00 A.M. in the Office of the Divisional Forest Officer, Balasore Wildlife Division in presence of the contractor of their authorized agents. In case any bidder is not able to submit tender documents online due to any sort of unforeseen technical fault he/she may submit the same in the Tender Box kept in the Office with Junior Accountant, Accounts Section of the office or may send to the office of the Divisional Forest Officer, Balasore Wildlife Division, At/P.O.- Kuruda, Dist.- Balasore, PIN - 756056 via Speed Post/Regd. Post/Courier Service etc. so as to reach the undersigned on or before 1.00 P.M. of 27.05.2022. xyxy=(746,1776,1088,1997)
ad-body: Expression of Interest(EoI) is hereby invited from Facilitating Non-Govt. Organization(FNGO) with prior experience in facilitating education programme for empanelment as Partner NGO for providing support to "Urban Education Program- ANWESHA" implementation for academic improvement of the empanelled Children in Malkangiri District. xyxy=(1114,1792,1456,1884)
ad-sign: Sd./- Commissioner xyxy=(1238,922,1332,934)
cell-key: 1. Name of the work : xyxy=(1116,1161,1195,1172)
table-row xyxy=(1114,1290,1456,1314)
ad-gov-or: ଓଡ଼ିଶା ସରକାର xyxy=(1253,139,1317,152)
ad-body: No.C-365:1. The Executive Officer, Notified Area Council, Aska, Dist-Ganjam invites Percentage Rate bids in Two Cover System in Online Mode for " SUPPLY OF SANITATION WORKERS ON OUTSOURCING BASIS THROUGH SERVICE PROVIDING AGENCY TO NOTIFIED AREA COUNCIL, ASKA, DIST-GANJAM covering all the 18 (Eighteen) nos. of wards as specified in the Detailed Tender Call Notice (DTCN) from the eligible class of service providers which is available at the odisha Govt. e-procurement system : www.tendersodisha.gov.in for a period of 01 (one) year. 2. Date and time of Availability in portal : From 10:00 A.M. of dt. 22.05.2022. 3. Last date & time of submission of bids in the portal : 05.00 P.M. of dt. 05.06.2022. 4. Date of Opening of Technical & financial bids online : 06.06.2022 at 10:00 A.M. 5. Non- refundable Cost of Bid document : INR. 11,200/- (Rupees Ten Thousand plus GST @ 12% ). 6. Category of workers required : Unskilled to Highly skilled category covering sweepers/sweepress, Drivers & supervisors. 7. The Bidders have to participate in Online bidding only and further details can be seen from the Govt portal. 8. Any Corrigendum / Addendum will be displayed in the website www.tendersodisha.gov.in only. 9. Name & address of the Officer inviting tender : xyxy=(374,1372,720,1501)
mobile-1: 9778190767 xyxy=(659,1981,716,2006)
ad-intro: The following changes has been made to tender call notice No.Online-02 of 2022-23 – xyxy=(374,1069,652,1078)
ad-notice-label: NOTICE xyxy=(511,849,583,869)
ad-fno: F.No.Addl.DIT(Inv), U-2/BBSR/Election/2022-23/921 xyxy=(192,1816,441,1828)
cell-no: 4 xyxy=(1115,356,1129,372)
ad-title: Office of the Addl. Director of Income-tax (Inv.),Unit-2 xyxy=(251,1729,681,1788)
ad-sign: Sd./- (CEO), WATCO xyxy=(1345,1389,1456,1404)
ad-gov: GOVERNMENT OF ODISHA xyxy=(474,1251,620,1263)
ad-title: OFFICE OF THE EXECUTIVE ENGINEER xyxy=(390,1002,704,1019)
ad-item-2: 2) The tender will be opened on 13.06.2022 at 11.00 A.M. instead of 08.06.2022 at 11.00 A.M. xyxy=(374,1099,687,1108)
ad-title: OFFICE OF THE DIVISIONAL FOREST OFFICER BALASORE WILDLIFE DIVISION, BALASORE xyxy=(752,1654,1082,1716)
